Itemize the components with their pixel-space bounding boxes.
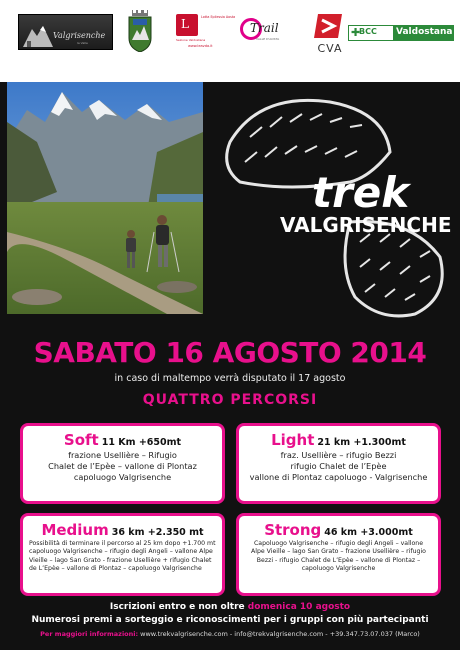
route-line: capoluogo Valgrisenche: [301, 564, 376, 572]
route-card-medium: [20, 513, 225, 596]
bcc-green-text: BCC: [359, 27, 377, 36]
route-line: fraz. Usellière – rifugio Bezzi: [280, 450, 397, 460]
route-card-strong: [236, 513, 441, 596]
route-stats: 21 km +1.300mt: [317, 437, 406, 448]
route-line: Alpe Vieille – lago San Grato – frazione Usellière – rifugio: [251, 548, 426, 556]
route-description: [239, 540, 438, 573]
route-line: Bezzi - rifugio Chalet de L’Epèe – vallone di Plontaz –: [256, 556, 421, 564]
cva-logo-icon: [310, 10, 350, 42]
route-name: Medium: [41, 521, 109, 539]
route-line: Capoluogo Valgrisenche – rifugio degli Angeli – vallone: [253, 540, 424, 547]
lea-letter: L: [181, 17, 189, 31]
sponsor-strip: [0, 0, 460, 82]
hiking-photo: [7, 82, 203, 314]
municipal-crest-icon: [126, 10, 154, 52]
bcc-logo-icon: ✚ BCC: [349, 26, 393, 40]
trail-logo-text: Trail: [250, 21, 279, 35]
valgrisenche-logo: [18, 14, 113, 50]
emblem-word-trek: trek: [312, 168, 410, 217]
lea-name: Sezione Valdostana: [176, 38, 206, 42]
trail-logo: [240, 18, 298, 48]
valgrisenche-logo-text: Valgrisenche: [53, 31, 106, 40]
hiking-photo-image: [7, 82, 203, 314]
contact-info-text: www.trekvalgrisenche.com - info@trekvalgrisenche.com - +39.347.73.07.037 (Marco): [138, 630, 420, 638]
route-line: de L’Epèe – vallone di Plontaz – capoluogo Valgrisenche: [29, 564, 202, 572]
contact-info-label: Per maggiori informazioni:: [40, 630, 139, 638]
routes-subtitle: QUATTRO PERCORSI: [142, 392, 318, 408]
registration-deadline: [0, 602, 460, 612]
lea-side-text: Lotta Epilessia Aosta: [201, 15, 236, 19]
emblem-word-valley: VALGRISENCHE: [280, 213, 452, 237]
route-card-light: [236, 423, 441, 504]
route-stats: 11 Km +650mt: [101, 437, 182, 448]
contact-info: [0, 630, 460, 638]
route-description: [23, 540, 222, 573]
route-line: vallone di Plontaz capoluogo - Valgrisenche: [249, 472, 428, 482]
mountain-logo-icon: [23, 23, 53, 47]
route-line: Possibilità di terminare il percorso al 25 km dopo +1.700 mt: [29, 540, 216, 547]
registration-deadline-date: domenica 10 agosto: [247, 602, 351, 612]
route-name: Light: [271, 431, 315, 449]
prizes-note: Numerosi premi a sorteggio e riconoscimenti per i gruppi con più partecipanti: [31, 615, 429, 625]
route-line: capoluogo Valgrisenche: [73, 472, 172, 482]
route-name: Soft: [63, 431, 99, 449]
route-line: Chalet de l’Epèe – vallone di Plontaz: [48, 461, 197, 471]
trail-logo-sub: VALLE D'AOSTA: [256, 37, 280, 41]
cva-logo: [310, 10, 350, 56]
route-description: [239, 450, 438, 483]
route-stats: 36 km +2.350 mt: [111, 527, 204, 538]
rain-date-note: in caso di maltempo verrà disputato il 17 agosto: [114, 373, 346, 384]
lea-logo-icon: [176, 14, 198, 36]
lea-logo: [176, 14, 236, 54]
route-description: [23, 450, 222, 483]
shoe-print-emblem-icon: [200, 82, 460, 322]
route-line: frazione Usellière – Rifugio: [68, 450, 177, 460]
event-date-title: SABATO 16 AGOSTO 2014: [33, 336, 427, 369]
route-line: capoluogo Valgrisenche – rifugio degli Angeli – vallone Alpe: [29, 548, 213, 556]
route-stats: 46 km +3.000mt: [324, 527, 413, 538]
route-line: Vieille – lago San Grato - frazione Usellière + rifugio Chalet: [29, 556, 212, 564]
cva-logo-text: CVA: [317, 42, 343, 55]
bcc-white-text: Valdostana: [396, 27, 453, 37]
route-line: rifugio Chalet de l’Epèe: [290, 461, 387, 471]
lea-url: www.leavda.it: [188, 44, 213, 48]
bcc-logo: [348, 25, 454, 41]
route-name: Strong: [264, 521, 322, 539]
valgrisenche-logo-sub: la Valle: [77, 41, 88, 45]
route-card-soft: [20, 423, 225, 504]
registration-deadline-prefix: Iscrizioni entro e non oltre: [109, 602, 248, 612]
